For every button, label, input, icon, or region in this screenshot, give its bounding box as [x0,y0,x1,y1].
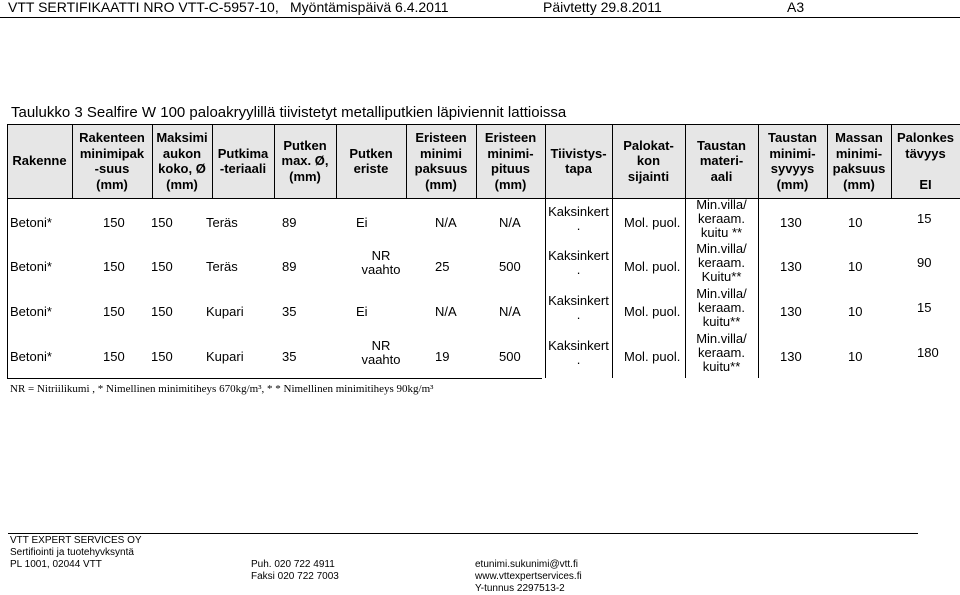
table-column-divider [758,198,759,378]
column-header [827,124,891,198]
column-header-label: Rakenteen minimipak -suus (mm) [79,130,145,192]
table-cell-halkaisija: 89 [282,215,297,230]
table-column-divider [72,124,73,198]
column-header-label: Taustan minimi- syvyys (mm) [768,130,817,192]
table-cell-aukko: 150 [151,259,173,274]
footer-rule [8,533,918,534]
table-cell-materiaali: Kupari [206,349,244,364]
table-cell-eriste: Ei [356,215,368,230]
table-cell-rakenne: Betoni* [10,349,52,364]
grant-date: Myöntämispäivä 6.4.2011 [290,0,449,15]
footer-email: etunimi.sukunimi@vtt.fi [475,559,578,570]
table-cell-massa: 10 [848,349,863,364]
table-cell-ei: 90 [917,255,932,270]
table-cell-halkaisija: 89 [282,259,297,274]
table-cell-rakenne: Betoni* [10,259,52,274]
column-header [476,124,545,198]
table-column-divider [152,124,153,198]
table-title: Taulukko 3 Sealfire W 100 paloakryylillä tiivistetyt metalliputkien läpiviennit lattioissa [11,104,567,121]
table-cell-massa: 10 [848,259,863,274]
table-cell-massa: 10 [848,304,863,319]
footer-phone: Puh. 020 722 4911 [251,559,335,570]
certificate-number: VTT SERTIFIKAATTI NRO VTT-C-5957-10, [8,0,279,15]
table-bottom-rule [7,378,542,379]
table-cell-sijainti: Mol. puol. [624,215,681,230]
page-label: A3 [787,0,805,15]
table-cell-tausta: Min.villa/ keraam. Kuitu** [696,241,747,284]
column-header [758,124,827,198]
table-cell-tausta: Min.villa/ keraam. kuitu ** [696,197,747,240]
table-cell-ei: 15 [917,300,932,315]
table-cell-syvyys: 130 [780,304,802,319]
table-cell-eriste_pituus: 500 [499,259,521,274]
table-cell-paksuus: 150 [103,304,125,319]
column-header-label: Tiivistys- tapa [550,145,607,176]
table-cell-rakenne: Betoni* [10,304,52,319]
table-footnote: NR = Nitriilikumi , * Nimellinen minimitiheys 670kg/m³, * * Nimellinen minimitiheys 90kg/m³ [10,383,434,395]
column-header [7,124,72,198]
table-cell-materiaali: Kupari [206,304,244,319]
table-column-divider [476,124,477,198]
table-cell-materiaali: Teräs [206,215,238,230]
table-cell-materiaali: Teräs [206,259,238,274]
column-header-label: Maksimi aukon koko, Ø (mm) [156,130,208,192]
table-cell-eriste_paksuus: N/A [435,215,457,230]
column-header-label: Putken max. Ø, (mm) [281,137,329,184]
table-cell-tausta: Min.villa/ keraam. kuitu** [696,331,747,374]
footer-department: Sertifiointi ja tuotehyvksyntä [10,547,134,558]
table-cell-syvyys: 130 [780,349,802,364]
column-header [891,124,960,198]
column-header-label: Putkima -teriaali [217,145,269,176]
table-cell-tausta: Min.villa/ keraam. kuitu** [696,286,747,329]
table-cell-halkaisija: 35 [282,349,297,364]
table-cell-halkaisija: 35 [282,304,297,319]
footer-fax: Faksi 020 722 7003 [251,571,339,582]
table-cell-sijainti: Mol. puol. [624,259,681,274]
table-cell-sijainti: Mol. puol. [624,304,681,319]
table-cell-eriste: NR vaahto [361,248,401,277]
column-header [336,124,406,198]
table-cell-ei: 180 [917,345,939,360]
table-cell-ei: 15 [917,211,932,226]
table-column-divider [685,124,686,198]
column-header [685,124,758,198]
table-row-divider [7,198,960,199]
table-column-divider [891,124,892,198]
footer-company: VTT EXPERT SERVICES OY [10,535,142,546]
table-cell-massa: 10 [848,215,863,230]
table-cell-aukko: 150 [151,215,173,230]
table-cell-aukko: 150 [151,349,173,364]
table-column-divider [212,124,213,198]
table-cell-paksuus: 150 [103,215,125,230]
column-header [612,124,685,198]
table-cell-tiivistys: Kaksinkert . [548,248,609,277]
table-column-divider [612,198,613,378]
column-header-label: Taustan materi- aali [697,137,746,184]
column-header-label: Rakenne [12,153,67,169]
table-column-divider [545,124,546,198]
table-cell-tiivistys: Kaksinkert . [548,338,609,367]
table-cell-sijainti: Mol. puol. [624,349,681,364]
table-cell-eriste_paksuus: 25 [435,259,450,274]
table-cell-eriste_paksuus: 19 [435,349,450,364]
header-rule [0,17,960,18]
column-header-label: Eristeen minimi paksuus (mm) [414,130,468,192]
column-header-label: Eristeen minimi- pituus (mm) [484,130,537,192]
column-header [212,124,274,198]
table-column-divider [827,124,828,198]
update-date: Päivtetty 29.8.2011 [543,0,662,15]
table-cell-paksuus: 150 [103,349,125,364]
table-column-divider [336,124,337,198]
table-column-divider [7,124,8,378]
column-header [545,124,612,198]
column-header-label: Palokat- kon sijainti [623,137,674,184]
footer-web: www.vttexpertservices.fi [475,571,582,582]
table-cell-eriste: Ei [356,304,368,319]
column-header-label: Putken eriste [349,145,393,176]
table-cell-syvyys: 130 [780,215,802,230]
table-cell-eriste_pituus: 500 [499,349,521,364]
table-column-divider [758,124,759,198]
table-cell-syvyys: 130 [780,259,802,274]
table-cell-eriste_paksuus: N/A [435,304,457,319]
column-header-label: Massan minimi- paksuus (mm) [832,130,886,192]
table-column-divider [406,124,407,198]
table-cell-paksuus: 150 [103,259,125,274]
column-header [72,124,152,198]
table-cell-eriste: NR vaahto [361,338,401,367]
table-row-divider [7,124,960,125]
table-cell-eriste_pituus: N/A [499,304,521,319]
column-header [152,124,212,198]
table-cell-eriste_pituus: N/A [499,215,521,230]
footer-address: PL 1001, 02044 VTT [10,559,102,570]
table-column-divider [274,124,275,198]
column-header [274,124,336,198]
column-header-label: Palonkes tävyys EI [896,130,955,192]
table-cell-aukko: 150 [151,304,173,319]
table-cell-tiivistys: Kaksinkert . [548,293,609,322]
table-cell-rakenne: Betoni* [10,215,52,230]
footer-business-id: Y-tunnus 2297513-2 [475,583,565,594]
column-header [406,124,476,198]
table-column-divider [612,124,613,198]
table-cell-tiivistys: Kaksinkert . [548,204,609,233]
